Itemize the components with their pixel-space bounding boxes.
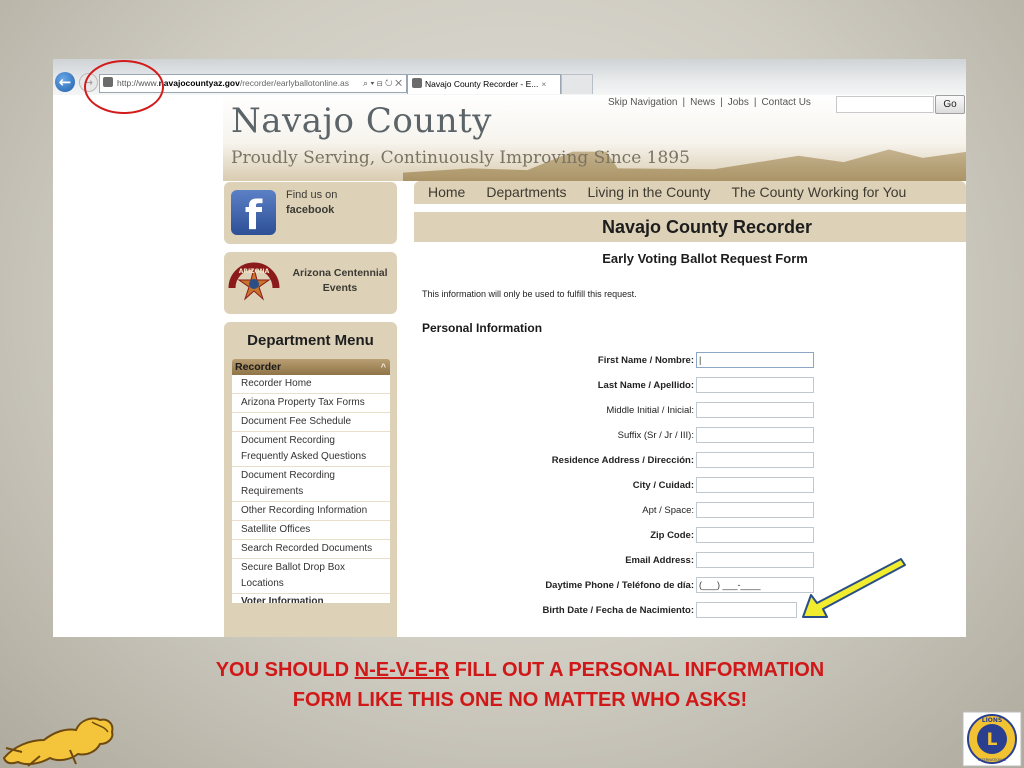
menu-section-label: Recorder — [235, 361, 282, 373]
lions-logo-letter: L — [986, 730, 998, 750]
lions-club-logo-icon — [962, 711, 1022, 767]
form-row — [422, 427, 942, 447]
menu-item-ballot-drop-box[interactable]: Secure Ballot Drop Box Locations — [232, 559, 390, 594]
form-title: Early Voting Ballot Request Form — [602, 251, 808, 266]
facebook-promo[interactable] — [224, 182, 397, 244]
menu-items — [232, 375, 390, 603]
skip-navigation-link[interactable]: Skip Navigation — [608, 97, 678, 108]
birth-date-field[interactable] — [696, 602, 797, 618]
zip-code-field[interactable] — [696, 527, 814, 543]
browser-tab[interactable] — [407, 74, 561, 94]
nav-county-working-for-you[interactable]: The County Working for You — [731, 184, 907, 200]
nav-home[interactable]: Home — [428, 184, 466, 200]
news-link[interactable]: News — [690, 97, 716, 108]
browser-toolbar — [53, 59, 966, 95]
lions-logo-text: LIONS — [981, 717, 1003, 724]
tab-title: Navajo County Recorder - E... — [425, 79, 539, 89]
menu-item-other-recording-info[interactable]: Other Recording Information — [232, 502, 390, 521]
menu-item-satellite-offices[interactable]: Satellite Offices — [232, 521, 390, 540]
leaping-lion-icon — [0, 706, 118, 768]
site-header — [223, 95, 966, 181]
main-nav — [414, 181, 966, 204]
field-label: City / Cuidad: — [632, 480, 694, 491]
site-tagline: Proudly Serving, Continuously Improving Since 1895 — [231, 148, 690, 168]
daytime-phone-field[interactable]: (___) ___-____ — [696, 577, 814, 593]
arizona-logo-text: ARIZONA — [238, 268, 270, 275]
forward-button[interactable]: → — [79, 73, 98, 92]
arizona-centennial-promo[interactable] — [224, 252, 397, 314]
middle-initial-field[interactable] — [696, 402, 814, 418]
apt-space-field[interactable] — [696, 502, 814, 518]
field-label: First Name / Nombre: — [597, 355, 694, 366]
site-title[interactable]: Navajo County — [231, 101, 492, 141]
field-label: Email Address: — [625, 555, 694, 566]
form-row — [422, 477, 942, 497]
tab-close-icon[interactable]: × — [541, 79, 547, 89]
browser-screenshot — [53, 59, 966, 637]
site-search-input[interactable] — [836, 96, 934, 113]
menu-item-search-documents[interactable]: Search Recorded Documents — [232, 540, 390, 559]
nav-living-in-county[interactable]: Living in the County — [587, 184, 711, 200]
residence-address-field[interactable] — [696, 452, 814, 468]
form-row — [422, 377, 942, 397]
tab-favicon-icon — [412, 78, 422, 88]
arizona-line2: Events — [322, 282, 358, 294]
field-label: Zip Code: — [650, 530, 694, 541]
first-name-field[interactable]: | — [696, 352, 814, 368]
address-prefix: http://www. — [117, 78, 159, 88]
field-label: Birth Date / Fecha de Nacimiento: — [542, 605, 694, 616]
contact-us-link[interactable]: Contact Us — [761, 97, 811, 108]
form-row — [422, 527, 942, 547]
pointer-arrow-icon — [795, 553, 910, 623]
back-button[interactable]: ← — [55, 72, 75, 92]
facebook-line1: Find us on — [286, 189, 338, 201]
menu-item-fee-schedule[interactable]: Document Fee Schedule — [232, 413, 390, 432]
nav-departments[interactable]: Departments — [486, 184, 567, 200]
address-domain: navajocountyaz.gov — [158, 78, 240, 88]
warning-line2: FORM LIKE THIS ONE NO MATTER WHO ASKS! — [292, 689, 748, 711]
warning-text-a: YOU SHOULD — [215, 659, 355, 681]
page-title: Navajo County Recorder — [414, 212, 966, 242]
menu-section-recorder[interactable] — [232, 359, 390, 375]
new-tab-button[interactable] — [561, 74, 593, 94]
menu-item-property-tax-forms[interactable]: Arizona Property Tax Forms — [232, 394, 390, 413]
address-tools-icons[interactable]: ⌕ ▾ ⊟ ↻ ✕ — [361, 75, 402, 92]
facebook-line2: facebook — [286, 204, 335, 216]
warning-emphasis: N-E-V-E-R — [354, 659, 450, 681]
section-title: Personal Information — [422, 321, 543, 335]
form-row — [422, 352, 942, 372]
department-menu-title: Department Menu — [247, 332, 374, 349]
arizona-centennial-label — [290, 266, 390, 296]
arizona-line1: Arizona Centennial — [292, 267, 388, 279]
jobs-link[interactable]: Jobs — [727, 97, 749, 108]
utility-nav: Skip Navigation | News | Jobs | Contact Us — [608, 97, 811, 108]
highlight-circle-annotation — [84, 60, 164, 114]
menu-item-voter-information[interactable]: Voter Information — [232, 594, 390, 603]
department-menu — [224, 322, 397, 637]
arizona-centennial-logo-icon — [228, 262, 280, 302]
field-label: Last Name / Apellido: — [597, 380, 694, 391]
city-field[interactable] — [696, 477, 814, 493]
warning-line1 — [150, 655, 890, 685]
menu-item-recorder-home[interactable]: Recorder Home — [232, 375, 390, 394]
lions-logo-subtext: INTERNATIONAL — [977, 758, 1007, 762]
collapse-chevron-icon[interactable]: ^ — [380, 362, 386, 372]
search-go-button[interactable]: Go — [935, 95, 965, 114]
warning-message — [150, 655, 890, 715]
form-row — [422, 502, 942, 522]
field-label: Suffix (Sr / Jr / III): — [617, 430, 694, 441]
warning-text-b: FILL OUT A PERSONAL INFORMATION — [449, 659, 825, 681]
menu-item-recording-requirements[interactable]: Document Recording Requirements — [232, 467, 390, 502]
menu-item-recording-faq[interactable]: Document Recording Frequently Asked Questions — [232, 432, 390, 467]
form-intro: This information will only be used to fulfill this request. — [422, 289, 637, 299]
facebook-icon: f — [231, 190, 276, 235]
form-row — [422, 402, 942, 422]
suffix-field[interactable] — [696, 427, 814, 443]
field-label: Apt / Space: — [642, 505, 694, 516]
field-label: Middle Initial / Inicial: — [606, 405, 694, 416]
field-label: Daytime Phone / Teléfono de día: — [545, 580, 694, 591]
field-label: Residence Address / Dirección: — [551, 455, 694, 466]
form-row — [422, 452, 942, 472]
facebook-label — [286, 188, 337, 218]
address-path: /recorder/earlyballotonline.as — [239, 78, 349, 88]
last-name-field[interactable] — [696, 377, 814, 393]
